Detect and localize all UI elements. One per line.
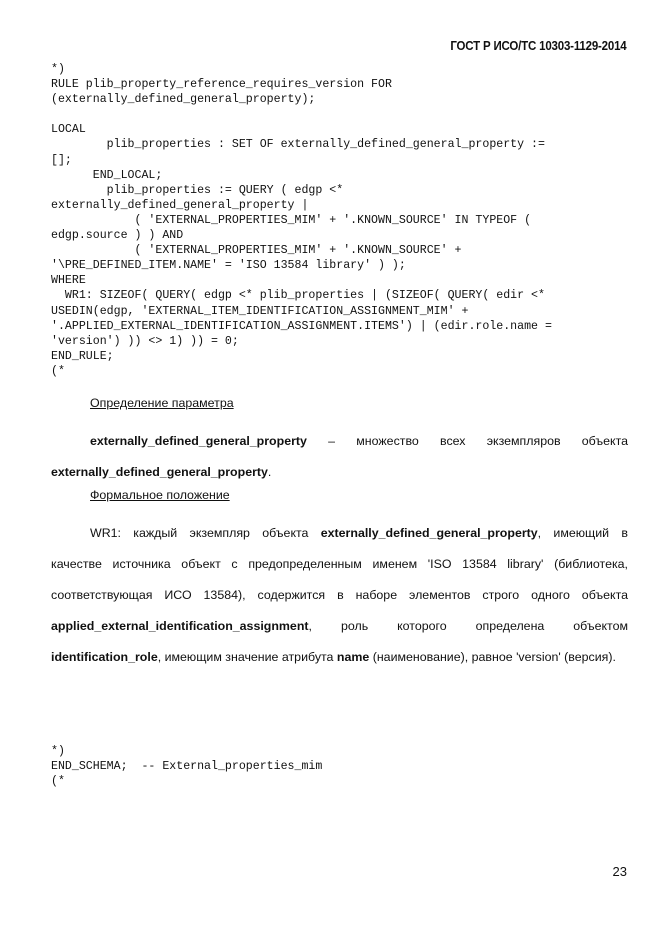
- formal-body-1: , имеющий в качестве источника объект с предопределенным именем 'ISO 13584 library' (библиотека, соответствующая ИСО 13584), содержится в наборе элементов строго одного объекта: [51, 526, 628, 602]
- section-heading-definition: Определение параметра: [90, 396, 234, 410]
- definition-paragraph: [51, 426, 628, 488]
- document-header: ГОСТ Р ИСО/ТС 10303-1129-2014: [450, 39, 627, 53]
- formal-body-3: , имеющим значение атрибута: [157, 650, 337, 664]
- entity-edgp: externally_defined_general_property: [320, 526, 538, 540]
- entity-aeia: applied_external_identification_assignment: [51, 619, 309, 633]
- definition-end: .: [267, 465, 272, 479]
- definition-body: – множество всех экземпляров объекта: [306, 434, 628, 448]
- definition-entity: externally_defined_general_property: [51, 465, 268, 479]
- definition-text: [51, 426, 628, 488]
- wr-label: WR1: каждый экземпляр объекта: [90, 526, 321, 540]
- page-number: 23: [612, 864, 627, 879]
- formal-text: [51, 518, 628, 673]
- express-code-end-schema: *) END_SCHEMA; -- External_properties_mim (*: [51, 745, 323, 789]
- formal-body-2: , роль которого определена объектом: [308, 619, 628, 633]
- section-heading-formal: Формальное положение: [90, 488, 230, 502]
- entity-identification-role: identification_role: [51, 650, 158, 664]
- express-code-rule: *) RULE plib_property_reference_requires_version FOR (externally_defined_general_property); LOCAL plib_properties : SET OF externally_defined_general_property := []; END_LOCAL; plib_properties := QUERY ( edgp <* externally_defined_general_property | ( 'EXTERNAL_PROPERTIES_MIM' + '.KNOWN_SOURCE' IN TYPEOF ( edgp.source ) ) AND ( 'EXTERNAL_PROPERTIES_MIM' + '.KNOWN_SOURCE' + '\PRE_DEFINED_ITEM.NAME' = 'ISO 13584 library' ) ); WHERE WR1: SIZEOF( QUERY( edgp <* plib_properties | (SIZEOF( QUERY( edir <* USEDIN(edgp, 'EXTERNAL_ITEM_IDENTIFICATION_ASSIGNMENT_MIM' + '.APPLIED_EXTERNAL_IDENTIFICATION_ASSIGNMENT.ITEMS') | (edir.role.name = 'version') )) <> 1) )) = 0; END_RULE; (*: [51, 63, 552, 378]
- attribute-name: name: [336, 650, 370, 664]
- formal-paragraph: [51, 518, 628, 673]
- formal-body-4: (наименование), равное 'version' (версия).: [369, 650, 616, 664]
- definition-term: externally_defined_general_property: [90, 434, 307, 448]
